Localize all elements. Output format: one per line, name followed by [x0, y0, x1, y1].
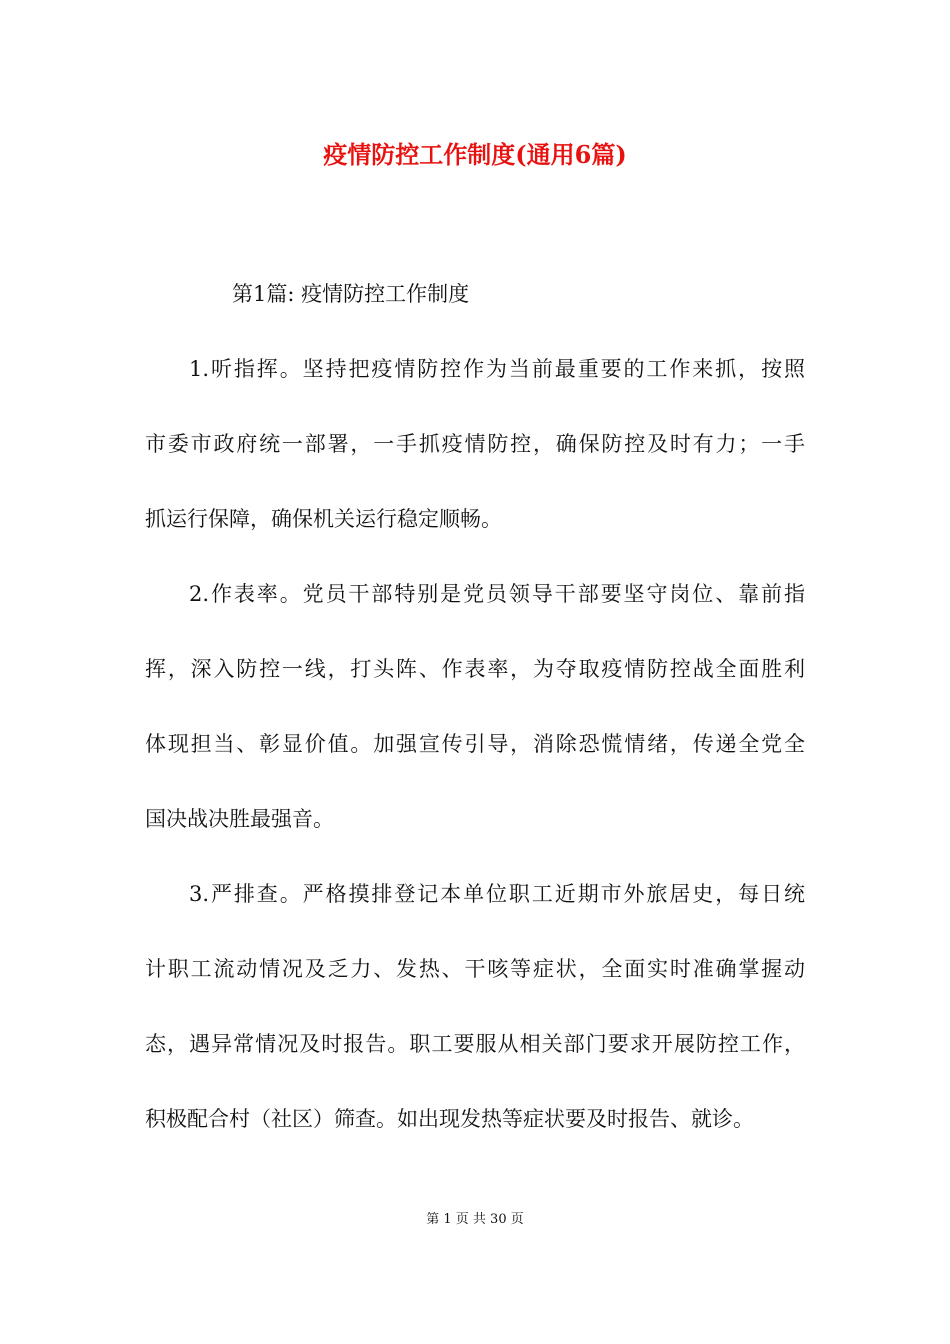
paragraph-3	[145, 857, 805, 1157]
paragraph-line: 国决战决胜最强音。	[145, 807, 334, 831]
section-heading: 第1篇: 疫情防控工作制度	[232, 282, 470, 306]
document-body	[145, 257, 805, 1157]
paragraph-line: 1.听指挥。坚持把疫情防控作为当前最重要的工作来抓，按照	[189, 357, 805, 381]
paragraph-1	[145, 332, 805, 557]
paragraph-line: 积极配合村（社区）筛查。如出现发热等症状要及时报告、就诊。	[145, 1107, 754, 1131]
paragraph-line: 体现担当、彰显价值。加强宣传引导，消除恐慌情绪，传递全党全	[145, 732, 805, 756]
paragraph-line: 挥，深入防控一线，打头阵、作表率，为夺取疫情防控战全面胜利	[145, 657, 805, 681]
paragraph-2	[145, 557, 805, 857]
page-number-footer: 第 1 页 共 30 页	[426, 1212, 524, 1227]
paragraph-line: 抓运行保障，确保机关运行稳定顺畅。	[145, 507, 502, 531]
paragraph-line: 2.作表率。党员干部特别是党员领导干部要坚守岗位、靠前指	[189, 582, 805, 606]
paragraph-line: 3.严排查。严格摸排登记本单位职工近期市外旅居史，每日统	[189, 882, 805, 906]
document-title: 疫情防控工作制度(通用6篇)	[323, 140, 627, 169]
paragraph-line: 市委市政府统一部署，一手抓疫情防控，确保防控及时有力；一手	[145, 432, 805, 456]
paragraph-line: 计职工流动情况及乏力、发热、干咳等症状，全面实时准确掌握动	[145, 957, 805, 981]
paragraph-line: 态，遇异常情况及时报告。职工要服从相关部门要求开展防控工作，	[145, 1032, 805, 1056]
